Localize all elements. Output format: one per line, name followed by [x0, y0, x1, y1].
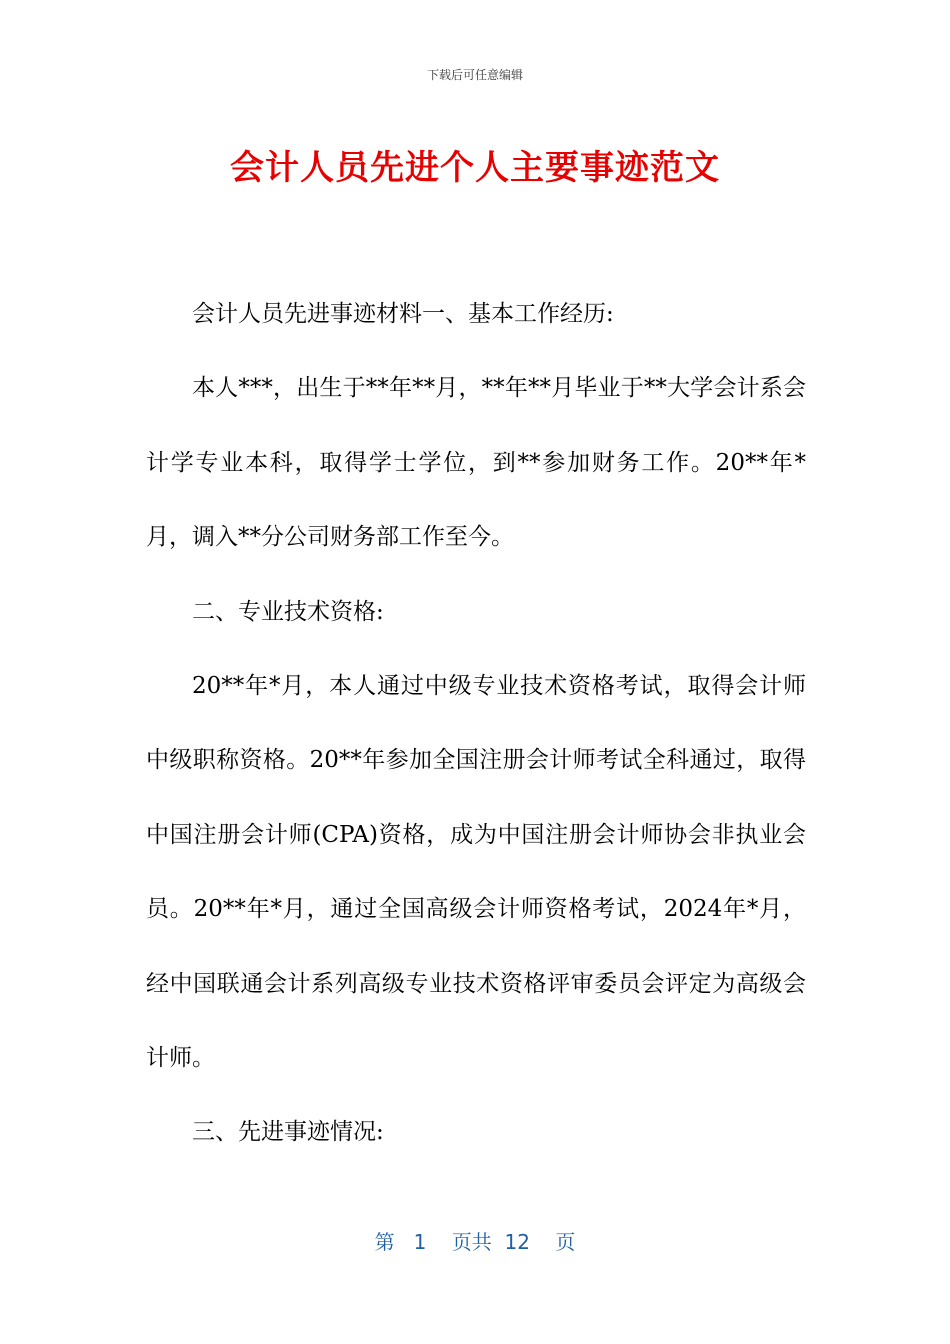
footer-total-pages: 12 — [504, 1230, 530, 1254]
paragraph-heading-1: 会计人员先进事迹材料一、基本工作经历: — [192, 301, 614, 327]
paragraph-work-experience: 本人***，出生于**年**月，**年**月毕业于**大学会计系会计学专业本科，取得学士学位，到**参加财务工作。20**年*月，调入**分公司财务部工作至今。 — [146, 375, 806, 551]
footer-page-suffix: 页 — [555, 1230, 576, 1254]
document-title: 会计人员先进个人主要事迹范文 — [230, 148, 720, 188]
paragraph-heading-3: 三、先进事迹情况: — [192, 1119, 384, 1146]
footer-total-prefix: 页共 — [451, 1230, 492, 1254]
page-footer — [0, 1226, 950, 1255]
paragraph-heading-2: 二、专业技术资格: — [192, 598, 384, 625]
document-body — [146, 277, 806, 1170]
header-note: 下载后可任意编辑 — [426, 68, 523, 82]
footer-page-prefix: 第 — [374, 1230, 395, 1254]
paragraph-qualifications: 20**年*月，本人通过中级专业技术资格考试，取得会计师中级职称资格。20**年参加全国注册会计师考试全科通过，取得中国注册会计师(CPA)资格，成为中国注册会计师协会非执业会员。20**年*月，通过全国高级会计师资格考试，2024年*月，经中国联通会计系列高级专业技术资格评审委员会评定为高级会计师。 — [146, 673, 806, 1072]
footer-page-number: 1 — [413, 1230, 427, 1254]
